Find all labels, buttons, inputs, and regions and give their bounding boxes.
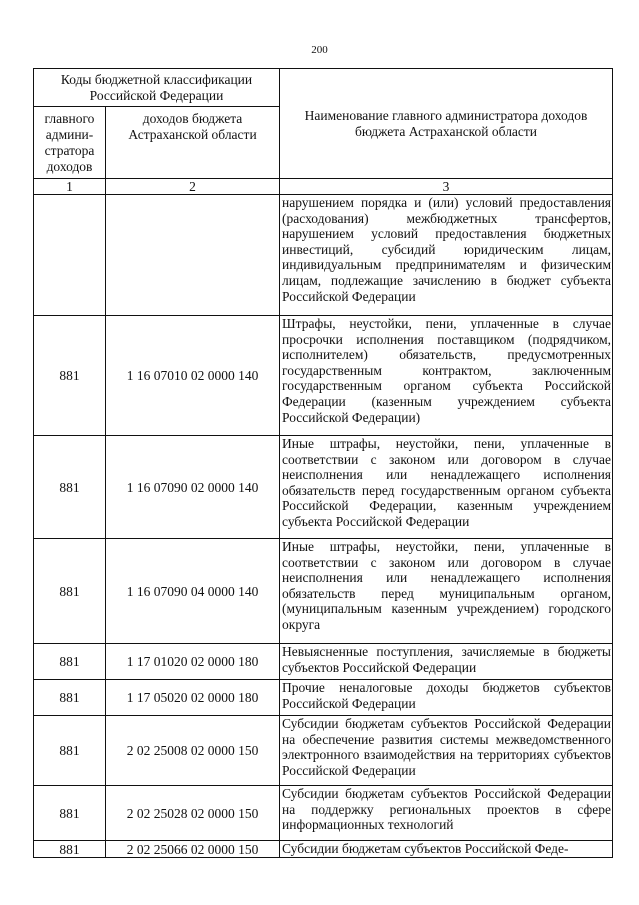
page-number: 200 — [311, 44, 328, 56]
header-row-numbers — [34, 179, 613, 195]
header-group-title: Коды бюджетной классификации Российской Федерации — [34, 69, 280, 107]
revenue-code-cell: 1 16 07090 02 0000 140 — [106, 436, 280, 539]
name-cell: Прочие неналоговые доходы бюджетов субъектов Российской Федерации — [280, 680, 613, 716]
name-cell: Иные штрафы, неустойки, пени, уплаченные в соответствии с законом или договором в случае неисполнения или ненадлежащего исполнения обязательств перед государственным органом субъекта Российской Федерации, казенным учреждением субъекта Российской Федерации — [280, 436, 613, 539]
name-cell: Невыясненные поступления, зачисляемые в бюджеты субъектов Российской Федерации — [280, 644, 613, 680]
header-row-group — [34, 69, 613, 107]
header-col3-number: 3 — [280, 179, 613, 195]
revenue-code-cell: 1 16 07010 02 0000 140 — [106, 316, 280, 436]
admin-code-cell — [34, 195, 106, 316]
admin-code-cell: 881 — [34, 786, 106, 841]
name-cell: Субсидии бюджетам субъектов Российской Федерации на обеспечение развития системы межведомственного электронного взаимодействия на территориях субъектов Российской Федерации — [280, 716, 613, 786]
name-cell: Иные штрафы, неустойки, пени, уплаченные в соответствии с законом или договором в случае неисполнения или ненадлежащего исполнения обязательств перед муниципальным органом, (муниципальным казенным учреждением) городского округа — [280, 539, 613, 644]
header-col3-title: Наименование главного администратора доходов бюджета Астраханской области — [280, 69, 613, 179]
header-col2-number: 2 — [106, 179, 280, 195]
table-row — [34, 436, 613, 539]
admin-code-cell: 881 — [34, 716, 106, 786]
revenue-code-cell: 2 02 25028 02 0000 150 — [106, 786, 280, 841]
table-row — [34, 195, 613, 316]
name-cell: Штрафы, неустойки, пени, уплаченные в случае просрочки исполнения поставщиком (подрядчиком, исполнителем) обязательств, предусмотренных государственным контрактом, заключенным государственным органом субъекта Российской Федерации (казенным учреждением субъекта Российской Федерации) — [280, 316, 613, 436]
header-col2-title: доходов бюджета Астраханской области — [106, 107, 280, 179]
budget-classification-table — [33, 68, 613, 858]
revenue-code-cell: 1 17 01020 02 0000 180 — [106, 644, 280, 680]
name-cell: Субсидии бюджетам субъектов Российской Федерации на поддержку региональных проектов в сфере информационных технологий — [280, 786, 613, 841]
name-cell: Субсидии бюджетам субъектов Российской Феде- — [280, 841, 613, 858]
header-col1-title: главного админи-стратора доходов — [34, 107, 106, 179]
table-row — [34, 680, 613, 716]
admin-code-cell: 881 — [34, 841, 106, 858]
admin-code-cell: 881 — [34, 539, 106, 644]
revenue-code-cell: 2 02 25066 02 0000 150 — [106, 841, 280, 858]
revenue-code-cell: 1 17 05020 02 0000 180 — [106, 680, 280, 716]
admin-code-cell: 881 — [34, 680, 106, 716]
header-col1-number: 1 — [34, 179, 106, 195]
table-row — [34, 316, 613, 436]
revenue-code-cell — [106, 195, 280, 316]
table-row — [34, 786, 613, 841]
admin-code-cell: 881 — [34, 316, 106, 436]
table-row — [34, 841, 613, 858]
table-row — [34, 716, 613, 786]
table-row — [34, 644, 613, 680]
table-row — [34, 539, 613, 644]
revenue-code-cell: 1 16 07090 04 0000 140 — [106, 539, 280, 644]
name-cell: нарушением порядка и (или) условий предоставления (расходования) межбюджетных трансфертов, нарушением условий предоставления бюджетных инвестиций, субсидий юридическим лицам, индивидуальным предпринимателям и физическим лицам, подлежащие зачислению в бюджет субъекта Российской Федерации — [280, 195, 613, 316]
revenue-code-cell: 2 02 25008 02 0000 150 — [106, 716, 280, 786]
admin-code-cell: 881 — [34, 436, 106, 539]
admin-code-cell: 881 — [34, 644, 106, 680]
